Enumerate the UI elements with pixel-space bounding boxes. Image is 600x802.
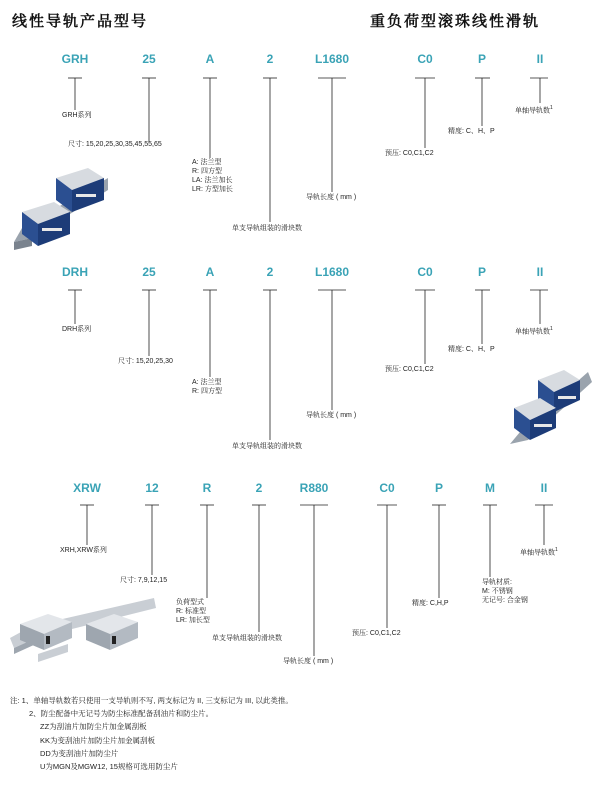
code-flange: A: [205, 52, 215, 66]
code-flange: A: [205, 265, 215, 279]
label-preload: 预压: C0,C1,C2: [385, 366, 434, 373]
code-preload: C0: [417, 52, 433, 66]
label-series: GRH系列: [62, 112, 92, 119]
label-flange: A: 法兰型 R: 四方型: [192, 379, 222, 395]
code-preload: C0: [379, 481, 395, 495]
code-series: XRW: [73, 481, 101, 495]
code-series: GRH: [61, 52, 89, 66]
note-line: 注: 1、单轴导轨数若只使用一支导轨则不写, 两支标记为 II, 三支标记为 III, 以此类推。: [10, 696, 293, 705]
label-material: 导轨材质: M: 不锈钢 无记号: 合金钢: [482, 579, 528, 604]
label-blocks: 单支导轨组装的滑块数: [232, 225, 302, 232]
label-length: 导轨长度 ( mm ): [306, 412, 357, 419]
code-material: M: [485, 481, 495, 495]
note-line: DD为变刮油片加防尘片: [40, 748, 119, 758]
notes: [10, 694, 293, 773]
label-precision: 精度: C、H、P: [448, 346, 495, 353]
code-rail: II: [536, 52, 544, 66]
code-length: L1680: [314, 52, 350, 66]
note-line: U为MGN及MGW12, 15规格可选用防尘片: [40, 762, 178, 772]
code-flange: R: [202, 481, 212, 495]
label-preload: 预压: C0,C1,C2: [352, 630, 401, 637]
code-rail: II: [540, 481, 548, 495]
code-length: L1680: [314, 265, 350, 279]
page-title-left: 线性导轨产品型号: [12, 13, 149, 30]
label-blocks: 单支导轨组装的滑块数: [232, 443, 302, 450]
page-title-right: 重负荷型滚珠线性滑轨: [370, 13, 541, 30]
label-series: XRH,XRW系列: [60, 547, 107, 554]
linear-guide-image: [12, 168, 112, 258]
label-rail: 单轴导轨数$^1$: [515, 105, 553, 115]
miniature-guide-image: [8, 590, 158, 670]
label-flange: 负荷型式 R: 标准型 LR: 加长型: [176, 599, 210, 624]
label-rail: 单轴导轨数$^1$: [520, 547, 558, 557]
linear-guide-image: [498, 352, 594, 452]
note-line: ZZ为刮油片加防尘片加金属刮板: [40, 722, 147, 732]
code-size: 25: [142, 265, 156, 279]
code-precision: P: [434, 481, 443, 495]
label-precision: 精度: C,H,P: [412, 600, 449, 607]
label-flange: A: 法兰型 R: 四方型 LA: 法兰加长 LR: 方型加长: [192, 159, 233, 193]
label-size: 尺寸: 15,20,25,30,35,45,55,65: [68, 141, 162, 148]
code-preload: C0: [417, 265, 433, 279]
code-rail: II: [536, 265, 544, 279]
label-precision: 精度: C、H、P: [448, 128, 495, 135]
code-size: 25: [142, 52, 156, 66]
label-size: 尺寸: 15,20,25,30: [118, 358, 173, 365]
note-line: KK为变刮油片加防尘片加金属刮板: [40, 735, 156, 745]
code-precision: P: [477, 52, 486, 66]
label-size: 尺寸: 7,9,12,15: [120, 577, 168, 584]
code-length: R880: [299, 481, 329, 495]
code-series: DRH: [62, 265, 88, 279]
label-blocks: 单支导轨组装的滑块数: [212, 635, 282, 642]
code-blocks: 2: [266, 52, 274, 66]
label-length: 导轨长度 ( mm ): [306, 194, 357, 201]
label-rail: 单轴导轨数$^1$: [515, 326, 553, 336]
code-blocks: 2: [266, 265, 274, 279]
code-precision: P: [477, 265, 486, 279]
label-length: 导轨长度 ( mm ): [283, 658, 334, 665]
note-line: 2、防尘配备中无记号为防尘标准配备刮油片和防尘片。: [29, 709, 214, 719]
code-blocks: 2: [255, 481, 263, 495]
label-preload: 预压: C0,C1,C2: [385, 150, 434, 157]
label-series: DRH系列: [62, 326, 92, 333]
code-size: 12: [145, 481, 159, 495]
